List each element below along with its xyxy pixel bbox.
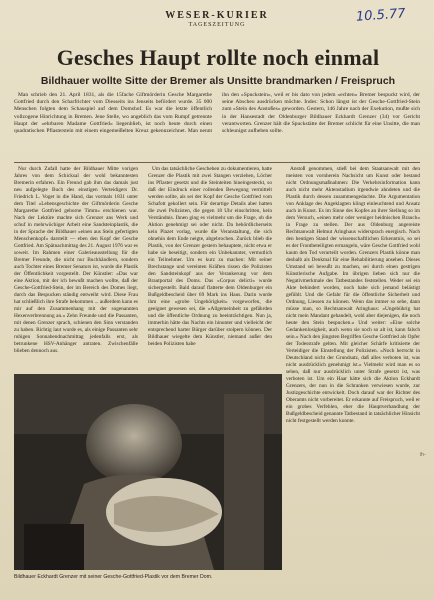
newspaper-subtitle: TAGESZEITUNG bbox=[188, 22, 246, 28]
column-1-text: Nur durch Zufall hatte der Bildhauer Mitte vorigen Jahres von dem Schicksal der wohl bekanntesten Bremerin erfahren. Ein Freund gab ihm das damals just neu aufgelegte Buch des einstigen Verteidigers Dr. Friedrich L. Voget in die Hand, das vormals 1831 unter dem Titel »Lebensgeschichte der Giftmörderin Gesche Margarethe Gottfried geborne Timm« erschienen war. Nach der Lektüre machte sich Grenzer ans Werk und schuf in mehrwöchiger Arbeit eine Sandsteinplastik, die in der Sprache der Bildhauer »einen aus Stein gefertigten Menschenkopf« darstellt — eben den Kopf der Gesche Gottfried. Am Spätnachmittag des 21. August 1976 war es soweit. Im Rahmen einer Galerieausstellung für die Bremer Freunde, die nicht nur Buchhändlern, sondern auch Tochter eines Bremer Senators ist, wurde die Plastik der Öffentlichkeit vorgestellt. Der Künstler: »Das war eine Aktion, mit der ich bewußt machen wollte, daß der Gesche-Gottfried-Stein, der im Bereich des Domes liegt, durch das Bespucken ständig entweiht wird. Diese Frau hat schließlich ihre Strafe bekommen ... außerdem kann es mir auf den Zusammenhang mit der sogenannten Hexenverbrennung an.« Zehn Freunde und die Passanten, mit denen Grenzer sprach, schienen den Sinn verstanden zu haben. Richtig laut wurde es, als einige Passanten sehr ruhigen Sonnabendnachmittag jedenfalls erst, als betrunkene HSV-Anhänger antraten. Zwischenfälle blieben dennoch aus. bbox=[14, 166, 138, 354]
column-2-text: Um das tatsächliche Geschehen zu dokumentieren, hatte Grenzer die Plastik mit zwei Stangen verziehen, Löcher ins Pflaster gesetzt und die Steinteiten hineingesteckt, so daß der Eindruck einer rollenden Bewegung vermittelt werden sollte, als sei der Kopf der Gesche Gottfried vom Schafott gekollert sein. Für derartige Details aber hatten die zwei Polizisten, die gegen 18 Uhr einschritten, kein Verständnis. Ihnen ging es vielmehr um die Frage, ob die Aktion genehmigt sei oder nicht. Da behördlicherseits kein Plazet vorlag, wurde die Veranstaltung, die sich ohnehin dem Ende neigte, abgebrochen. Zurück blieb die Plastik, von der Grenzer gestern behauptete, nicht etwa er habe sie beseitigt, sondern ein Unbekannter, vermutlich ein Teilnehmer. Um es kurz zu machen: Mit seiner Brechstange und vereinten Kräften rissen die Polizisten den Sandsteinkopf aus der Verankerung vor dem Brautportal des Doms. Das »Corpus delicti« wurde sichergestellt. Bald darauf flatterte dem Oldenburger ein Bußgeldbescheid über 69 Mark ins Haus. Darin wurde ihm eine »grobe Ungehörigkeit« vorgeworfen, die geeignet gewesen sei, die »Allgemeinheit zu gefährden und die öffentliche Ordnung zu beeinträchtigen. Nun ja, immerhin hätte das Nachts ein hinunter und vielleicht der entsprechend harter Bürger darüber stolpern können. Der Bildhauer wiegelte dem Künstler, niemand außer den beiden Polizisten habe bbox=[148, 166, 272, 347]
article-lead bbox=[14, 92, 420, 160]
lead-paragraph: Man schrieb den 21. April 1831, als die 15fache Giftmörderin Gesche Margarethe Gottfried durch den Scharfrichter vom Diesseits ins Jenseits befördert wurde. 35 000 Menschen folgten dem Schauspiel auf dem Domshof. Es war die letzte öffentlich vollzogene Hinrichtung in Bremen. Jene Stelle, wo angeblich das vom Rumpf getrennte Haupt der »ehrbaren Madame Gottfried« liegenblieb, ist noch heute durch einen quadratischen Pflasterstein mit einem eingemeißelten Kreuz gekennzeichnet. Man nennt ihn den »Spuckstein«, weil er bis dato von jedem »echten« Bremer bespuckt wird, der seine Abscheu ausdrücken möchte. Indes: Schon längst ist der Gesche-Gottfried-Stein zum »Stein des Anstoßes« geworden. Gestern, 146 Jahre nach der Exekution, mußte sich in der Hansestadt der Oldenburger Bildhauer Eckhardt Grenzer (34) vor Gericht verantworten. Grenzer hält die Spuckstätte der Bremer schlicht für eine Unsitte, die man schleunigst aufheben sollte. bbox=[14, 92, 420, 135]
body-column-2 bbox=[148, 166, 272, 370]
edge-note: ih- bbox=[419, 452, 426, 458]
article-headline: Gesches Haupt rollte noch einmal bbox=[56, 45, 380, 70]
newspaper-name: WESER-KURIER bbox=[165, 10, 269, 21]
photo-caption: Bildhauer Eckhardt Grenzer mit seiner Gesche-Gottfried-Plastik vor dem Bremer Dom. bbox=[14, 574, 213, 580]
photo-illustration bbox=[14, 374, 282, 570]
body-column-1 bbox=[14, 166, 138, 370]
handwritten-date: 10.5.77 bbox=[355, 6, 407, 25]
body-column-3 bbox=[286, 166, 420, 546]
article-photo bbox=[14, 374, 282, 570]
column-3-text: Anstoß genommen, stieß bei dem Staatsanwalt mit den meisten von vornherein Nachsicht um Kunst oder bestand nicht Ordnungsmaßnahmen: Die Verkehrsinformation kann auch nicht mehr Aktenstadium irgendwie ahndeten und die Plastik durch dessen zusammengedachte. Die Argumentation von Anklage des Angeklagten klingt einleuchtend und Ansatz auch in Kunst. Es im Sinne des Kopfes an ihrer Stellung so im dem Versuch, »einen mehr oder weniger heidnischen Brauch« in Frage zu stellen. Der aus Oldenburg angereiste Rechtsanwalt Helmut Aringhaus widersprach energisch. Nach den heutigen Stand der wissenschaftlichen Erkenntnis, so sei es der Frontbeteiligten ermangeln, wäre Gesche Gottfried wohl kaum den Tod verurteilt worden. Grenzers Plastik könne man deshalb als Denkmal für eine Rehabilitierung ansehen. Dieses Umstand sei bewußt zu machen, sei durch einen gestrigen Künstlerische Aufgabe. Im übrigen lieben sich nur die Negativmerkmale des Tatbestandes feststellen. Weder sei ein Akte behindert worden, noch habe sich jemand belästigt gefühlt. Und die Gefahr für die öffentliche Sicherheit und Ordnung, Liessen zu können. Wenn das immer so sehe, dann müsse man, so Rechtsanwalt Aringhaus: »Ungebührig hat nicht mein Mandant gehandelt, wohl aber diejenigen, die noch heute den Stein bespucken.« Und weiter: »Eine solche Gedankenlosigkeit, auch wenn sie noch so alt ist, kann falsch sein.« Nach den jüngsten Begriffen Gesche Gottfried als Opfer der Todesstrafe gelten. Mit gleicher Schärfe kritisierte der Verteidiger die Einstellung der Polizisten. »Noch herrscht in Deutschland nicht der Grundsatz, daß alles verboten ist, was nicht ausdrücklich genehmigt ist.« Vielmehr wird man es so sehen, daß nur ausdrücklich unter Strafe gesetzt ist, was verboten ist. Um ein Haar hätte sich die Aktion Eckhardt Grenzers, der nun in die Schranken verwiesen wurde, zur Justizgeschichte entwickelt. Doch darauf war der Richter des Oberamts nicht vorbereitet. Er erkannte auf Freispruch, weil er ein grobes Verfehlen, eher die Hauptverhandlung der Bußgeldbescheid genannte Tatbestand in tatsächlicher Hinsicht nicht festgestellt werden konnte. bbox=[286, 166, 420, 424]
divider bbox=[14, 162, 420, 163]
article-subheadline: Bildhauer wollte Sitte der Bremer als Unsitte brandmarken / Freispruch bbox=[40, 75, 396, 87]
